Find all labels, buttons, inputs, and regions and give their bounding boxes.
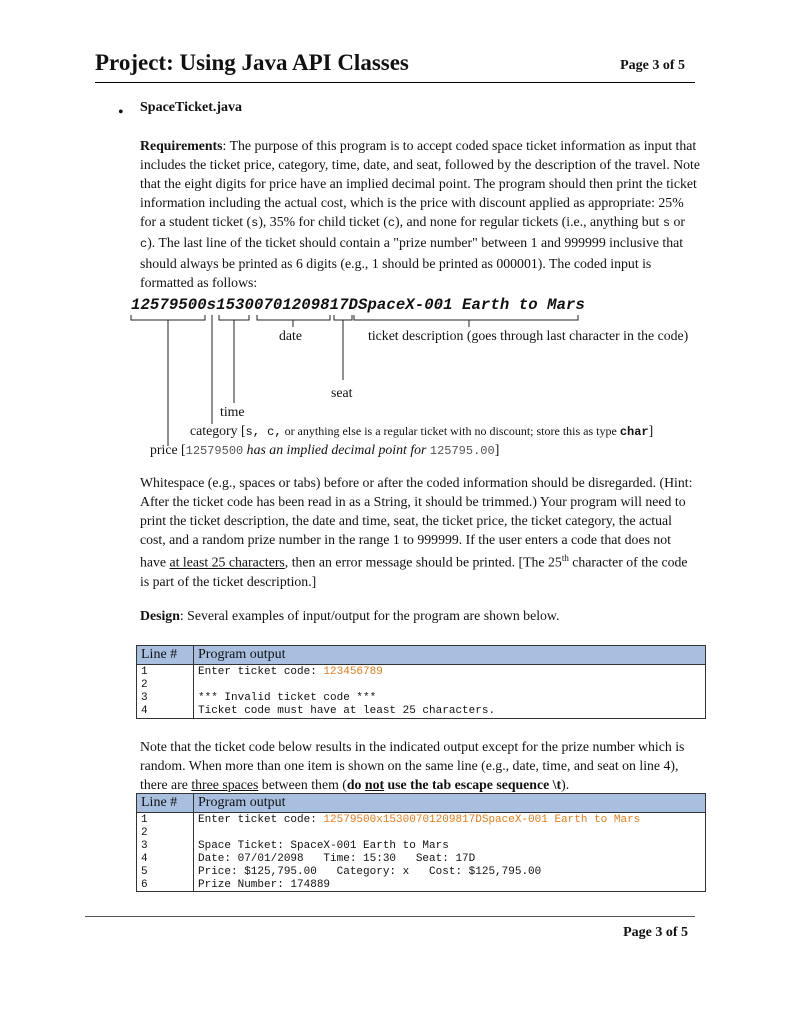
time-label: time [220,404,245,419]
whitespace-paragraph [140,473,700,591]
whitespace-text-3: character of the code is part of the ticket description.] [140,554,688,589]
design-label: Design [140,608,180,623]
description-bracket [354,315,578,320]
requirements-text-3: ), and none for regular tickets (i.e., anything but [395,214,663,229]
price-note: has an implied decimal point for [243,442,430,457]
coded-input-example: 12579500s15300701209817DSpaceX-001 Earth to Mars [131,296,585,314]
output-prompt: Enter ticket code: [198,666,324,678]
requirements-text-5: ). The last line of the ticket should contain a "prize number" between 1 and 999999 inclusive that should always be printed as 6 digits (e.g., 1 should be printed as 000001). The coded input is formatted as follows: [140,235,684,290]
seat-label: seat [331,385,353,400]
category-bracket-close: ] [648,423,654,438]
date-label: date [279,328,302,343]
table-row [137,813,706,892]
category-label-line [190,423,653,439]
table-row [137,665,706,719]
design-text: : Several examples of input/output for the program are shown below. [179,608,560,623]
whitespace-text-1: Whitespace (e.g., spaces or tabs) before or after the coded information should be disregarded. (Hint: After the ticket code has been read in as a String, it should be trimmed.) Your program will need to print the ticket description, the date and time, seat, the ticket price, the ticket category, the actual cost, and a random prize number in the range 1 to 999999. If the user enters a code that does not have [140,475,693,570]
user-input: 123456789 [323,666,383,678]
code-s: s [251,216,259,230]
output-rest: Space Ticket: SpaceX-001 Earth to Mars Date: 07/01/2098 Time: 15:30 Seat: 17D Price: $125,795.00 Category: x Cost: $125,795.00 Prize Number: 174889 [198,839,542,891]
note-bold-1: do [346,777,365,792]
note-text-2: between them ( [258,777,347,792]
category-label: category [190,423,238,438]
category-note: or anything else is a regular ticket with no discount; store this as type [281,424,620,438]
line-numbers: 1 2 3 4 [137,665,194,719]
user-input: 12579500x15300701209817DSpaceX-001 Earth to Mars [323,814,641,826]
format-diagram-lines [0,0,794,470]
ordinal-suffix: th [561,553,569,563]
output-rest: *** Invalid ticket code *** Ticket code must have at least 25 characters. [198,691,496,717]
note-text-3: ). [561,777,570,792]
price-value: 125795.00 [429,444,495,458]
note-paragraph [140,737,700,794]
program-output [194,665,706,719]
column-header-line: Line # [137,646,194,665]
column-header-output: Program output [194,794,706,813]
whitespace-text-2: , then an error message should be printed. [The 25 [284,554,562,570]
requirements-text-4: or [670,214,685,229]
note-underlined: three spaces [191,777,259,792]
category-type: char [619,425,649,439]
time-bracket [219,315,249,320]
whitespace-underlined: at least 25 characters [169,554,285,570]
table-header-row [137,794,706,813]
output-prompt: Enter ticket code: [198,814,324,826]
footer-page-number: Page 3 of 5 [623,925,688,940]
note-text-1: Note that the ticket code below results in the indicated output except for the prize number which is random. When more than one item is shown on the same line (e.g., date, time, and seat on line 4), there are [140,739,685,792]
code-c: c [387,216,396,230]
price-label-line [150,442,499,458]
column-header-output: Program output [194,646,706,665]
price-bracket-open: [ [177,442,186,457]
note-bold-2: use the tab escape sequence \t [384,777,562,792]
note-bold-underlined: not [364,777,385,792]
output-table-1 [136,645,706,719]
code-c-2: c [140,237,148,251]
price-code: 12579500 [185,444,244,458]
category-bracket-open: [ [237,423,246,438]
table-header-row [137,646,706,665]
column-header-line: Line # [137,794,194,813]
page-title: Project: Using Java API Classes [95,50,409,75]
description-label: ticket description (goes through last character in the code) [368,328,689,343]
program-output [194,813,706,892]
requirements-label: Requirements [140,138,223,153]
date-bracket [257,315,330,320]
header-page-number: Page 3 of 5 [620,58,685,73]
line-numbers: 1 2 3 4 5 6 [137,813,194,892]
price-label: price [150,442,178,457]
output-table-2 [136,793,706,892]
category-codes: s, c, [245,425,282,439]
requirements-text-1: : The purpose of this program is to accept coded space ticket information as input that includes the ticket price, category, time, date, and seat, followed by the description of the travel. Note that the eight digits for price have an implied decimal point. The program should then print the ticket information including the actual cost, which is the price with discount applied as appropriate: 25% for a student ticket ( [140,138,700,229]
footer-divider [85,916,695,917]
code-s-2: s [662,216,671,230]
price-bracket-close: ] [494,442,500,457]
bullet-icon: • [118,104,124,121]
price-bracket [131,315,205,320]
requirements-text-2: ), 35% for child ticket ( [258,214,388,229]
design-paragraph [140,606,700,625]
seat-bracket [334,315,352,320]
file-name: SpaceTicket.java [140,100,243,115]
